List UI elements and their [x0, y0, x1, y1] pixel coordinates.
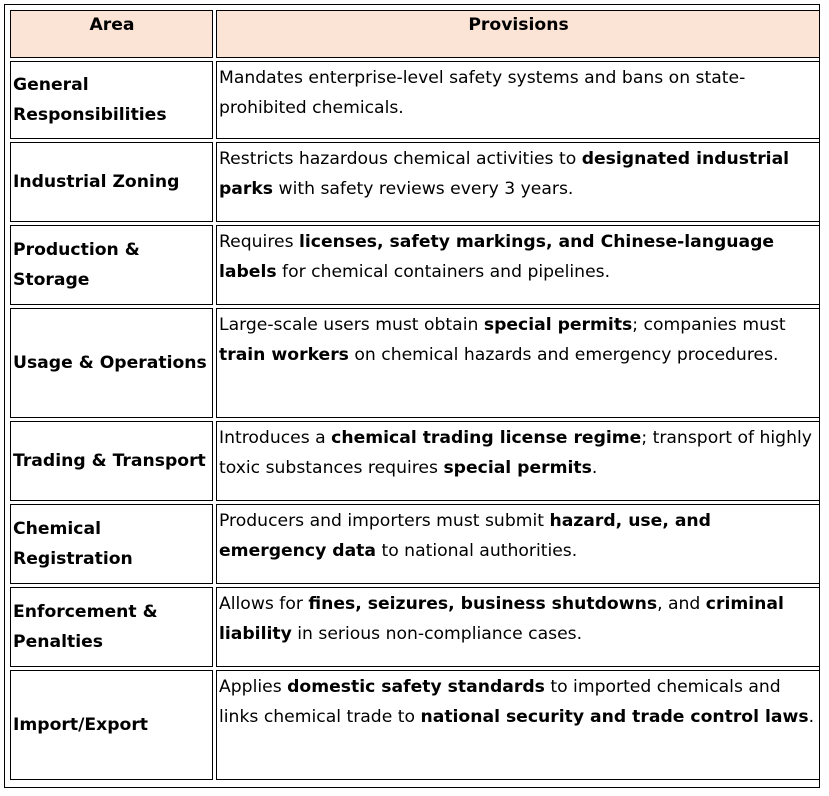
area-cell: General Responsibilities — [10, 61, 213, 139]
provision-text: Requires — [219, 232, 300, 252]
area-cell: Import/Export — [10, 670, 213, 780]
header-row — [10, 10, 820, 58]
provision-emphasis: designated industrial parks — [219, 149, 790, 199]
provision-text: Large-scale users must obtain — [219, 315, 484, 335]
provision-text: in serious non-compliance cases. — [291, 624, 583, 644]
table-row — [10, 421, 820, 501]
provisions-cell — [216, 142, 820, 222]
table-row — [10, 587, 820, 667]
provision-text: to imported chemicals and links chemical trade to — [219, 677, 781, 727]
provisions-cell — [216, 504, 820, 584]
provision-emphasis: domestic safety standards — [287, 677, 545, 697]
provisions-cell — [216, 61, 820, 139]
provision-emphasis: chemical trading license regime — [331, 428, 642, 448]
provision-emphasis: special permits — [443, 458, 592, 478]
provision-text: , and — [657, 594, 706, 614]
provision-emphasis: hazard, use, and emergency data — [219, 511, 711, 561]
provision-text: . — [591, 458, 598, 478]
provisions-cell — [216, 587, 820, 667]
provision-emphasis: criminal liability — [219, 594, 784, 644]
provisions-cell — [216, 670, 820, 780]
regulations-table — [7, 7, 823, 783]
provision-text: Allows for — [219, 594, 309, 614]
table-row — [10, 61, 820, 139]
table-row — [10, 225, 820, 305]
provisions-cell — [216, 421, 820, 501]
provision-text: for chemical containers and pipelines. — [276, 262, 611, 282]
area-cell: Chemical Registration — [10, 504, 213, 584]
provision-emphasis: fines, seizures, business shutdowns — [308, 594, 658, 614]
provision-text: ; companies must — [632, 315, 786, 335]
area-cell: Production & Storage — [10, 225, 213, 305]
provision-text: Applies — [219, 677, 288, 697]
area-cell: Trading & Transport — [10, 421, 213, 501]
provisions-cell — [216, 225, 820, 305]
area-cell: Industrial Zoning — [10, 142, 213, 222]
provision-text: ; transport of highly toxic substances requires — [219, 428, 812, 478]
provision-emphasis: special permits — [483, 315, 633, 335]
header-provisions: Provisions — [216, 10, 820, 58]
provision-text: . — [808, 707, 815, 727]
provision-emphasis: train workers — [219, 345, 349, 365]
table-row — [10, 504, 820, 584]
provision-text: Producers and importers must submit — [219, 511, 550, 531]
provisions-cell — [216, 308, 820, 418]
provision-emphasis: licenses, safety markings, and Chinese-language labels — [219, 232, 775, 282]
provision-text: Restricts hazardous chemical activities to — [219, 149, 582, 169]
provision-text: on chemical hazards and emergency procedures. — [348, 345, 779, 365]
provision-text: with safety reviews every 3 years. — [273, 179, 574, 199]
table-row — [10, 142, 820, 222]
table-row — [10, 670, 820, 780]
provision-text: to national authorities. — [376, 541, 578, 561]
area-cell: Enforcement & Penalties — [10, 587, 213, 667]
header-area: Area — [10, 10, 213, 58]
table-row — [10, 308, 820, 418]
area-cell: Usage & Operations — [10, 308, 213, 418]
provision-text: Mandates enterprise-level safety systems and bans on state-prohibited chemicals. — [219, 68, 746, 118]
provision-text: Introduces a — [219, 428, 332, 448]
table-body — [10, 61, 820, 780]
provision-emphasis: national security and trade control laws — [420, 707, 809, 727]
